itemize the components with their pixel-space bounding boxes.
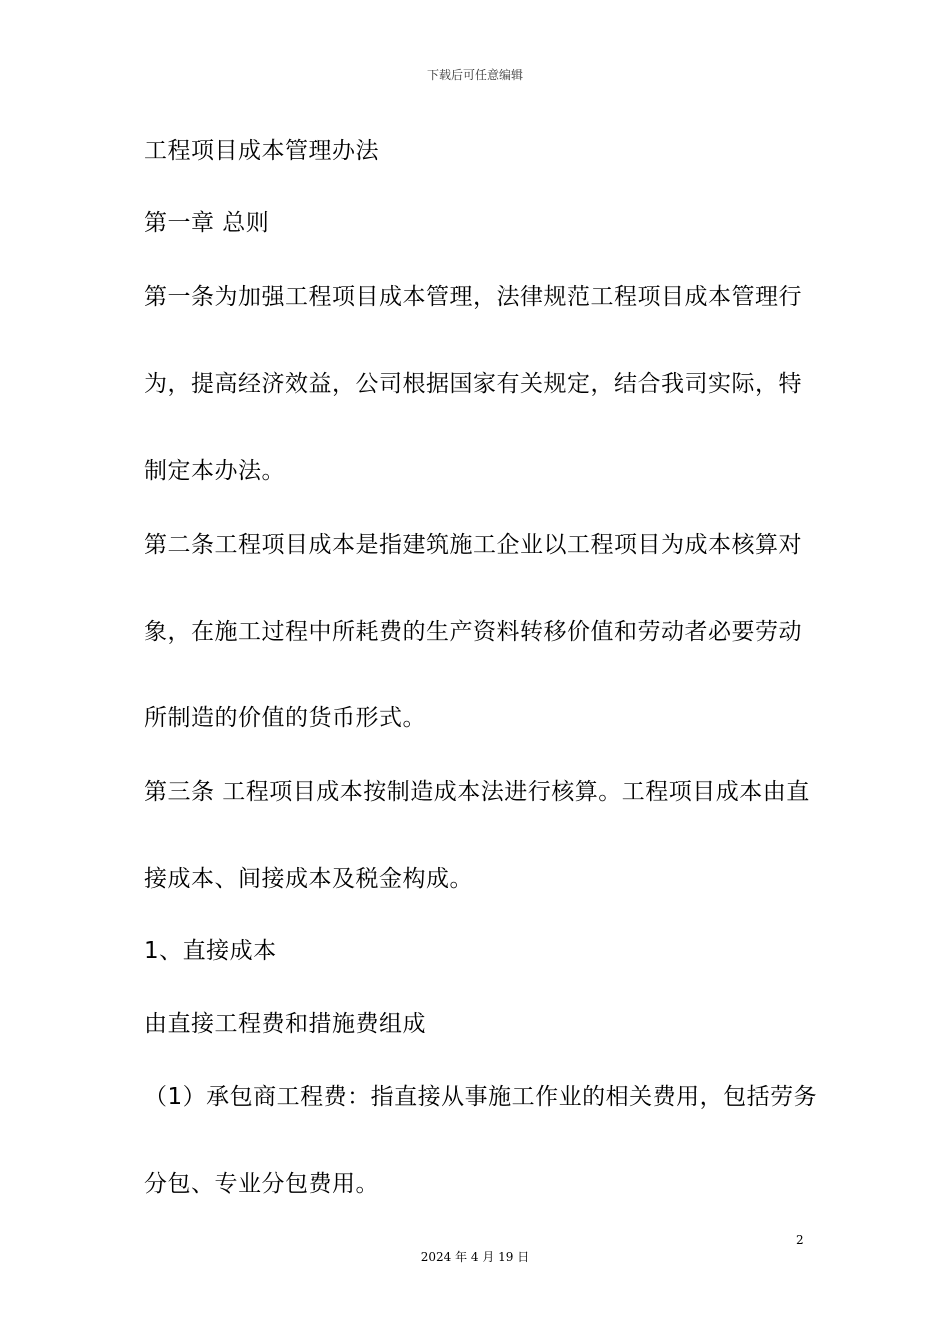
article-1-line-3: 制定本办法。 [144, 458, 285, 484]
article-1-line-1: 第一条为加强工程项目成本管理，法律规范工程项目成本管理行 [144, 284, 802, 310]
footer-date: 2024 年 4 月 19 日 [420, 1250, 530, 1264]
document-title: 工程项目成本管理办法 [144, 138, 379, 164]
item-1-line-2: 分包、专业分包费用。 [144, 1171, 379, 1197]
item-1-line-1: （1）承包商工程费：指直接从事施工作业的相关费用，包括劳务 [144, 1084, 818, 1110]
article-3-line-2: 接成本、间接成本及税金构成。 [144, 866, 473, 892]
section-paragraph: 由直接工程费和措施费组成 [144, 1011, 426, 1037]
article-2-line-2: 象，在施工过程中所耗费的生产资料转移价值和劳动者必要劳动 [144, 619, 802, 645]
article-2-line-1: 第二条工程项目成本是指建筑施工企业以工程项目为成本核算对 [144, 532, 802, 558]
page-number: 2 [796, 1233, 804, 1247]
header-note: 下载后可任意编辑 [426, 68, 523, 82]
article-2-line-3: 所制造的价值的货币形式。 [144, 705, 426, 731]
section-heading: 1、直接成本 [144, 938, 277, 964]
article-1-line-2: 为，提高经济效益，公司根据国家有关规定，结合我司实际，特 [144, 371, 802, 397]
article-3-line-1: 第三条 工程项目成本按制造成本法进行核算。工程项目成本由直 [144, 779, 810, 805]
chapter-heading: 第一章 总则 [144, 210, 270, 236]
